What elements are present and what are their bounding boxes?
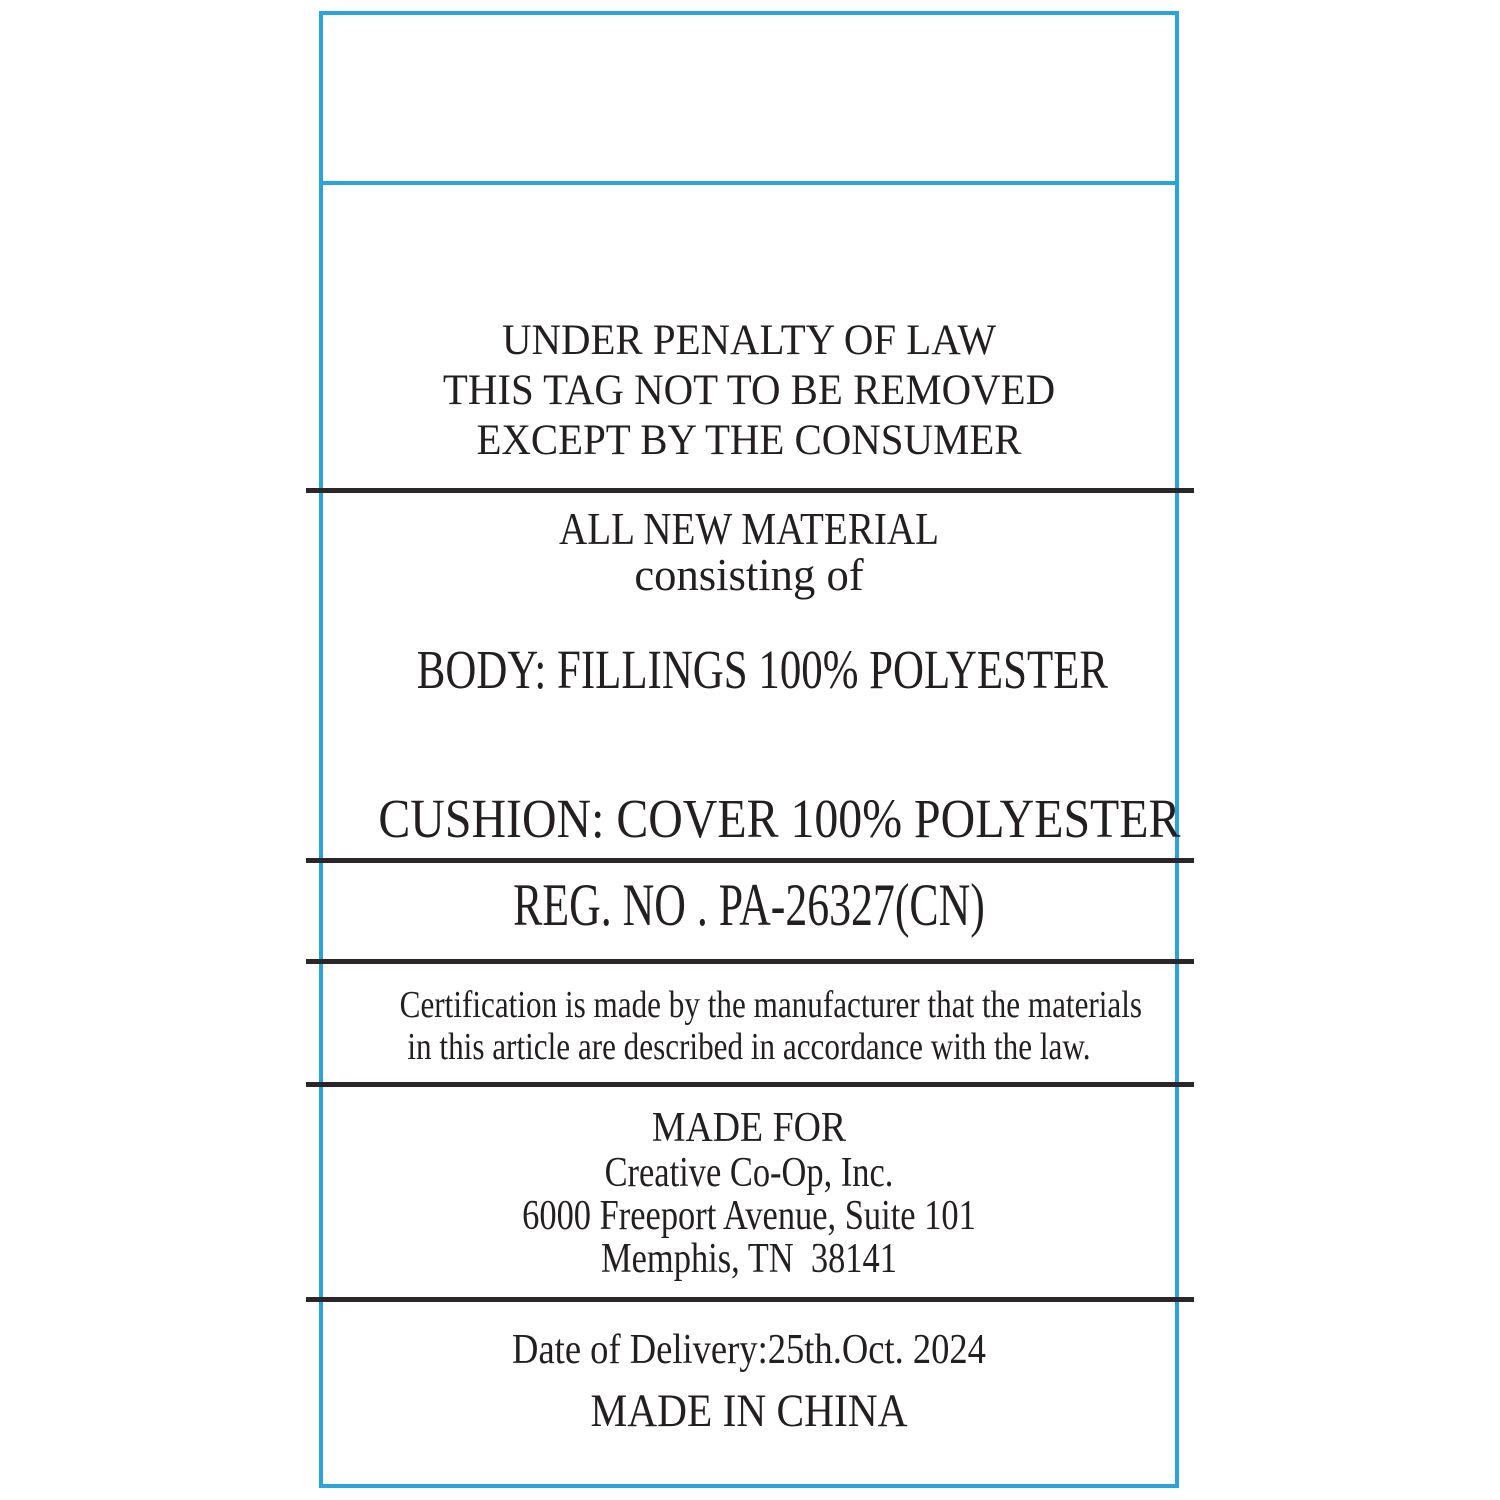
city-state-zip: Memphis, TN 38141 <box>601 1236 897 1282</box>
made-for-heading <box>366 1104 1133 1152</box>
penalty-line-2: THIS TAG NOT TO BE REMOVED <box>442 367 1056 414</box>
made-for-address-block <box>400 1152 1099 1281</box>
certification-statement <box>399 984 1143 1068</box>
section-rule-made-for <box>306 1297 1194 1302</box>
certification-line-2: in this article are described in accordance with the law. <box>407 1026 1091 1068</box>
section-rule-contents <box>306 858 1194 863</box>
registration-number-text: REG. NO . PA-26327(CN) <box>513 872 985 938</box>
country-of-origin <box>374 1384 1124 1438</box>
material-heading-text: ALL NEW MATERIAL <box>558 503 940 554</box>
date-of-delivery <box>378 1326 1119 1374</box>
material-heading <box>387 503 1111 555</box>
certification-line-1: Certification is made by the manufacturer that the materials <box>399 984 1143 1026</box>
material-subheading-text: consisting of <box>634 549 864 600</box>
cushion-cover-text: CUSHION: COVER 100% POLYESTER <box>378 788 1181 849</box>
section-rule-certification <box>306 1082 1194 1087</box>
material-subheading <box>336 549 1162 601</box>
company-name: Creative Co-Op, Inc. <box>604 1150 894 1196</box>
header-box-divider <box>319 181 1179 185</box>
registration-number <box>438 872 1060 938</box>
penalty-notice <box>344 316 1153 466</box>
made-for-heading-text: MADE FOR <box>651 1105 847 1151</box>
section-rule-penalty <box>306 488 1194 493</box>
cushion-cover-line <box>378 788 1181 849</box>
body-fillings-line <box>416 639 1109 700</box>
street-address: 6000 Freeport Avenue, Suite 101 <box>522 1193 976 1239</box>
body-fillings-text: BODY: FILLINGS 100% POLYESTER <box>416 639 1109 700</box>
penalty-line-3: EXCEPT BY THE CONSUMER <box>476 417 1022 464</box>
section-rule-registration <box>306 959 1194 964</box>
penalty-line-1: UNDER PENALTY OF LAW <box>501 317 997 364</box>
date-of-delivery-text: Date of Delivery:25th.Oct. 2024 <box>512 1327 986 1373</box>
country-of-origin-text: MADE IN CHINA <box>590 1385 908 1437</box>
